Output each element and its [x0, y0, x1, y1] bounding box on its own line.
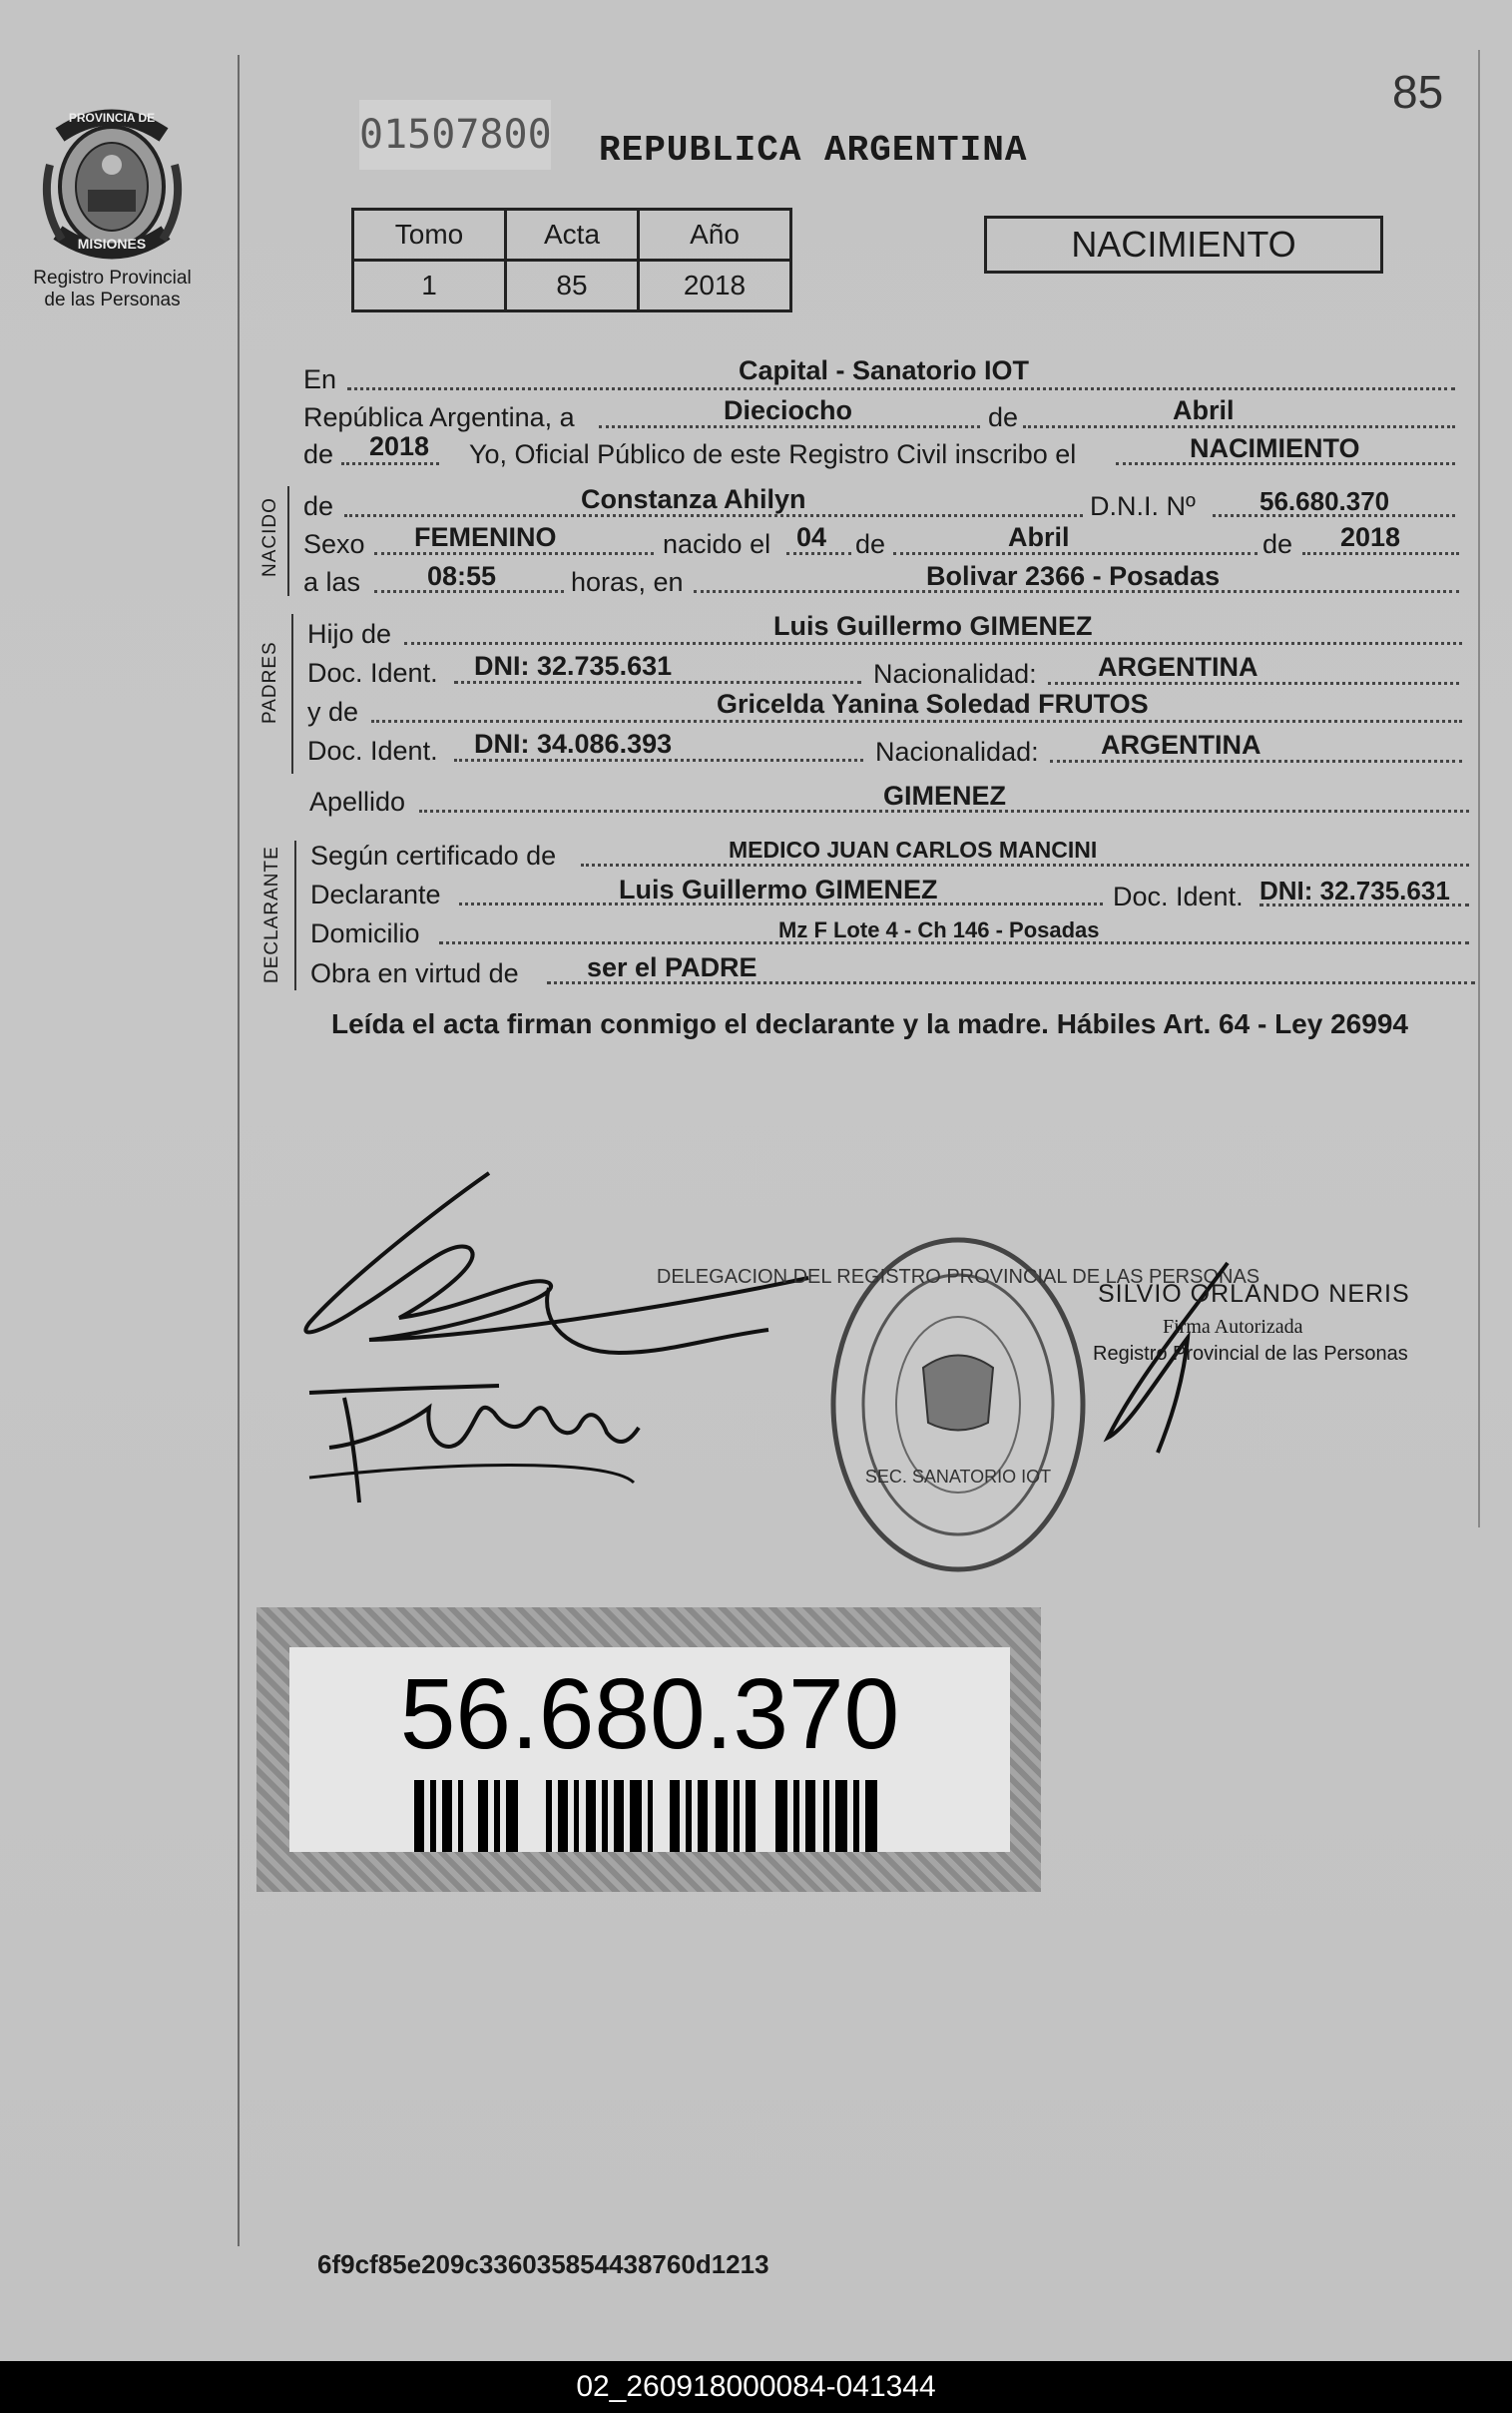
record-type-box: NACIMIENTO [984, 216, 1383, 274]
ano-header: Año [639, 210, 791, 261]
stamp-inner-text: SEC. SANATORIO IOT [864, 1467, 1052, 1487]
father-doc-value: DNI: 32.735.631 [474, 651, 673, 681]
declarante-bracket [294, 841, 296, 990]
logo-text-top: PROVINCIA DE [68, 111, 156, 125]
record-table-values [353, 261, 791, 311]
de-year-label: de [303, 439, 334, 469]
domicilio-label: Domicilio [310, 918, 420, 948]
birth-year-value: 2018 [1340, 522, 1401, 552]
nacido-de-label: de [303, 491, 334, 521]
footer-id-bar: 02_260918000084-041344 [0, 2361, 1512, 2413]
certificado-line [581, 864, 1469, 867]
declarante-doc-label: Doc. Ident. [1113, 882, 1244, 911]
declarante-label: Declarante [310, 880, 441, 909]
de-month-label: de [988, 402, 1019, 432]
certificado-label: Según certificado de [310, 841, 557, 871]
en-label: En [303, 364, 337, 394]
record-table-header [353, 210, 791, 261]
father-name-value: Luis Guillermo GIMENEZ [773, 611, 1093, 641]
certificado-value: MEDICO JUAN CARLOS MANCINI [729, 837, 1098, 863]
declarante-section-label: DECLARANTE [261, 846, 282, 983]
oficial-text: Yo, Oficial Público de este Registro Civil inscribo el [469, 439, 1077, 469]
serial-number: 01507800 [359, 100, 551, 170]
father-line [404, 642, 1462, 645]
tomo-value: 1 [353, 261, 506, 311]
mother-nac-label: Nacionalidad: [875, 737, 1039, 767]
mother-doc-value: DNI: 34.086.393 [474, 729, 673, 759]
left-margin-line [238, 55, 240, 2246]
stamp-ring-text: DELEGACION DEL REGISTRO PROVINCIAL DE LAS PERSONAS [656, 1266, 1260, 1288]
birth-place-value: Bolivar 2366 - Posadas [926, 561, 1221, 591]
logo-text-bottom: MISIONES [77, 236, 147, 252]
document-title: REPUBLICA ARGENTINA [599, 130, 1028, 171]
dni-label-number: 56.680.370 [399, 1658, 900, 1770]
year-line [341, 462, 439, 465]
declarante-doc-value: DNI: 32.735.631 [1260, 876, 1450, 905]
nacido-el-label: nacido el [663, 529, 771, 559]
month-value: Abril [1173, 395, 1235, 425]
apellido-label: Apellido [309, 787, 406, 817]
right-margin-line [1478, 50, 1480, 1527]
acta-value: 85 [506, 261, 639, 311]
official-name: SILVIO ORLANDO NERIS [1098, 1280, 1410, 1308]
padres-bracket [291, 614, 293, 774]
alas-label: a las [303, 567, 361, 597]
nacido-bracket [287, 486, 289, 596]
newborn-name-value: Constanza Ahilyn [581, 484, 806, 514]
barcode-icon [414, 1780, 883, 1852]
registry-name-line2: de las Personas [44, 290, 181, 310]
inscribe-value: NACIMIENTO [1190, 433, 1360, 463]
year-value: 2018 [369, 431, 430, 461]
apellido-value: GIMENEZ [883, 781, 1007, 811]
hijo-de-label: Hijo de [307, 619, 392, 649]
ano-value: 2018 [639, 261, 791, 311]
mother-name-value: Gricelda Yanina Soledad FRUTOS [717, 689, 1149, 719]
dni-label-inner [289, 1647, 1010, 1852]
day-value: Dieciocho [724, 395, 853, 425]
dni-label-sticker [256, 1607, 1041, 1892]
en-line [347, 387, 1455, 390]
page-number: 85 [1392, 66, 1444, 118]
sexo-value: FEMENINO [414, 522, 557, 552]
month-line [1023, 425, 1455, 428]
birth-day-value: 04 [796, 522, 827, 552]
document-hash: 6f9cf85e209c336035854438760d1213 [317, 2249, 769, 2279]
padres-section-label: PADRES [259, 641, 280, 724]
father-nac-value: ARGENTINA [1098, 652, 1259, 682]
republica-label: República Argentina, a [303, 402, 575, 432]
birth-time-value: 08:55 [427, 561, 497, 591]
mother-nac-value: ARGENTINA [1101, 730, 1261, 760]
sexo-label: Sexo [303, 529, 365, 559]
mother-doc-label: Doc. Ident. [307, 736, 438, 766]
mother-line [371, 720, 1462, 723]
official-registry: Registro Provincial de las Personas [1093, 1343, 1408, 1365]
domicilio-value: Mz F Lote 4 - Ch 146 - Posadas [778, 917, 1100, 942]
acta-header: Acta [506, 210, 639, 261]
birth-de-label: de [855, 529, 886, 559]
birth-month-line [893, 552, 1258, 555]
declarant-signature-icon [289, 1158, 828, 1517]
newborn-dni-value: 56.680.370 [1260, 486, 1390, 516]
en-value: Capital - Sanatorio IOT [739, 355, 1030, 385]
nacido-section-label: NACIDO [259, 497, 280, 577]
record-table [351, 208, 792, 312]
declarante-value: Luis Guillermo GIMENEZ [619, 875, 938, 905]
obra-label: Obra en virtud de [310, 958, 519, 988]
closing-statement: Leída el acta firman conmigo el declarante y la madre. Hábiles Art. 64 - Ley 26994 [331, 1008, 1408, 1039]
birth-de2-label: de [1262, 529, 1293, 559]
registry-name-line1: Registro Provincial [33, 268, 192, 289]
father-nac-label: Nacionalidad: [873, 659, 1037, 689]
official-role: Firma Autorizada [1163, 1316, 1303, 1338]
dni-label: D.N.I. Nº [1090, 491, 1196, 521]
tomo-header: Tomo [353, 210, 506, 261]
horas-label: horas, en [571, 567, 684, 597]
father-doc-label: Doc. Ident. [307, 658, 438, 688]
obra-value: ser el PADRE [587, 952, 757, 982]
registry-name [20, 268, 205, 311]
y-de-label: y de [307, 697, 359, 727]
birth-month-value: Abril [1008, 522, 1070, 552]
